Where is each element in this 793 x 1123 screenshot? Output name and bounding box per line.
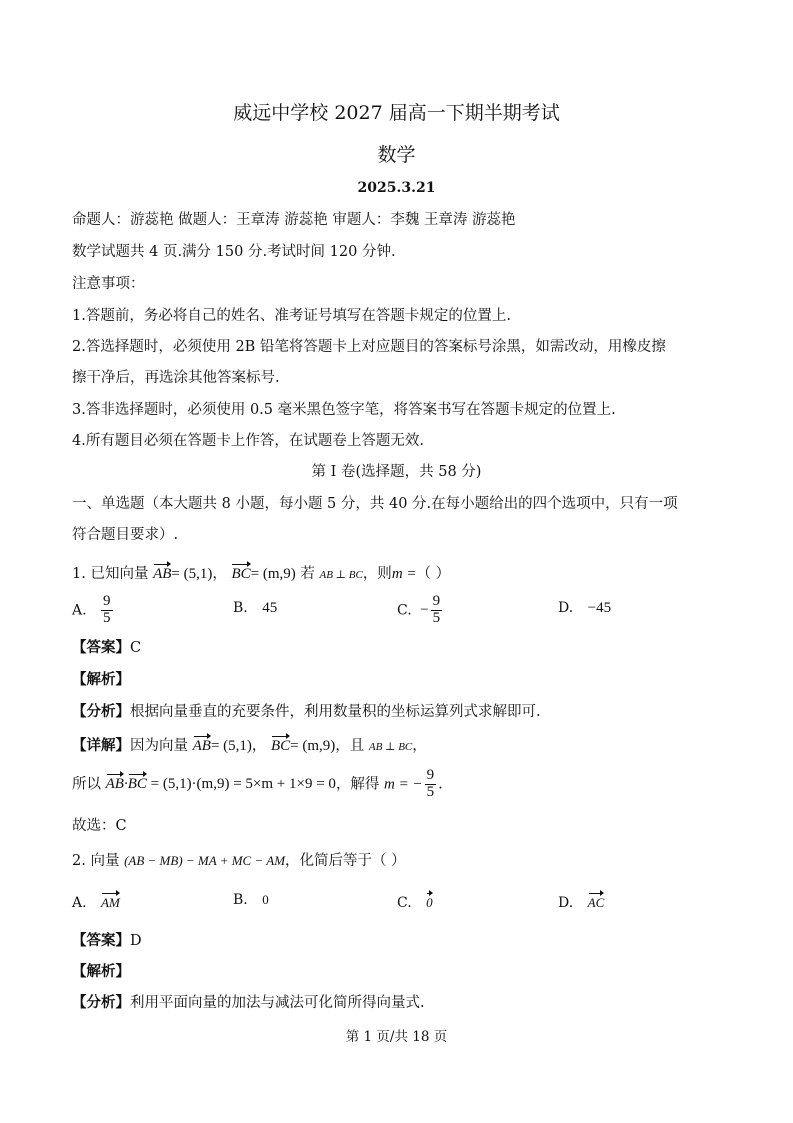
vector-bc: BC (271, 735, 290, 755)
fenxi-text: 根据向量垂直的充要条件，利用数量积的坐标运算列式求解即可. (130, 704, 541, 720)
vector-am: AM (101, 892, 120, 911)
option-label: D. (558, 600, 574, 616)
vector-ab: AB (106, 773, 124, 793)
q2-stem (72, 849, 406, 870)
exam-info: 数学试题共 4 页.满分 150 分.考试时间 120 分钟. (72, 244, 396, 260)
notes-heading: 注意事项： (72, 276, 145, 292)
q1-ab-value: = (5,1) (171, 566, 213, 582)
exam-title: 威远中学校 2027 届高一下期半期考试 (233, 102, 560, 124)
q1-comma: ， (212, 566, 227, 582)
q1-perp-condition: AB ⊥ BC (319, 569, 363, 581)
exam-date: 2025.3.21 (357, 180, 436, 196)
option-label: C. (397, 602, 412, 619)
dot-product-expr: = (5,1)·(m,9) = 5×m + 1×9 = 0 (150, 776, 336, 793)
section-instruction-cont: 符合题目要求）. (72, 527, 179, 543)
q1-option-a (72, 594, 115, 627)
option-label: A. (72, 895, 87, 911)
answer-value: C (130, 640, 142, 656)
note-item-2: 2.答选择题时，必须使用 2B 铅笔将答题卡上对应题目的答案标号涂黑，如需改动，用橡皮擦 (72, 339, 666, 355)
option-label: A. (72, 602, 87, 619)
q2-vector-expression: (AB − MB) − MA + MC − AM (124, 853, 286, 868)
vector-bc: BC (231, 563, 250, 583)
perp-condition: AB ⊥ BC (368, 741, 413, 753)
fraction-numerator: 9 (426, 767, 435, 783)
fraction-denominator: 5 (103, 609, 111, 626)
period: . (438, 776, 443, 793)
fraction-numerator: 9 (432, 593, 441, 609)
page-footer: 第 1 页/共 18 页 (345, 1029, 448, 1045)
q1-then: ，则 (362, 566, 392, 582)
note-item-1: 1.答题前，务必将自己的姓名、准考证号填写在答题卡规定的位置上. (72, 308, 511, 324)
so-text: 所以 (72, 776, 101, 793)
fraction-denominator: 5 (432, 609, 441, 626)
q2-option-d (558, 892, 604, 911)
authors-line: 命题人：游蕊艳 做题人：王章涛 游蕊艳 审题人：李魏 王章涛 游蕊艳 (72, 212, 516, 228)
section-instruction: 一、单选题（本大题共 8 小题，每小题 5 分，共 40 分.在每小题给出的四个选项中，只有一项 (72, 496, 678, 512)
q2-option-a (72, 892, 120, 911)
q2-answer (72, 929, 142, 950)
option-label: C. (397, 895, 412, 911)
fraction-denominator: 5 (426, 783, 435, 800)
vector-ab-value: = (5,1) (210, 738, 252, 754)
q1-if: 若 (300, 566, 315, 582)
q1-fenxi (72, 700, 541, 721)
result-lhs: m = − (384, 776, 423, 793)
answer-tag: 【答案】 (72, 639, 130, 656)
answer-value: D (130, 933, 142, 949)
q1-stem (72, 562, 450, 583)
xiangjie-text: ，且 (335, 738, 365, 754)
vector-bc: BC (128, 773, 147, 793)
q2-suffix: ，化简后等于（ ） (285, 853, 406, 869)
note-item-3: 3.答非选择题时，必须使用 0.5 毫米黑色签字笔，将答案书写在答题卡规定的位置上. (72, 402, 616, 418)
fraction-numerator: 9 (103, 593, 111, 609)
note-item-2-cont: 擦干净后，再选涂其他答案标号. (72, 370, 280, 386)
q1-prefix: 1. 已知向量 (72, 566, 149, 582)
vector-ab: AB (153, 563, 171, 583)
q1-option-c (397, 594, 444, 627)
answer-tag: 【答案】 (72, 932, 130, 949)
section-title: 第 I 卷(选择题，共 58 分) (311, 464, 482, 480)
q1-solution: 所以 AB·BC = (5,1)·(m,9) = 5×m + 1×9 = 0，解得 m = − $\frac{9}{5}$ . (72, 767, 443, 800)
fenxi-tag: 【分析】 (72, 703, 130, 720)
q1-answer (72, 636, 141, 657)
comma: ， (412, 738, 427, 754)
xiangjie-tag: 【详解】 (72, 737, 130, 754)
subject-title: 数学 (377, 144, 416, 166)
q1-bc-value: = (m,9) (250, 566, 296, 582)
q1-m-eq: m = (391, 566, 417, 582)
q1-xiangjie (72, 734, 427, 755)
option-label: B. (233, 600, 248, 616)
q2-fenxi (72, 991, 425, 1012)
fenxi-tag: 【分析】 (72, 994, 130, 1011)
q1-choice: 故选：C (72, 818, 127, 834)
q1-option-b (233, 600, 277, 617)
note-item-4: 4.所有题目必须在答题卡上作答，在试题卷上答题无效. (72, 433, 424, 449)
option-value: 45 (262, 600, 278, 616)
q2-analysis-tag: 【解析】 (72, 963, 130, 980)
q2-prefix: 2. 向量 (72, 853, 120, 869)
comma: ， (251, 738, 267, 754)
option-value: 0 (262, 892, 269, 907)
zero-vector: 0 (426, 892, 433, 911)
q1-blank: （ ） (416, 566, 451, 582)
option-sign: − (420, 602, 429, 619)
option-label: B. (233, 892, 248, 908)
vector-ab: AB (193, 735, 211, 755)
fenxi-text: 利用平面向量的加法与减法可化简所得向量式. (130, 995, 425, 1011)
option-value: −45 (587, 600, 612, 616)
q2-option-c (397, 892, 433, 911)
vector-bc-value: = (m,9) (290, 738, 336, 754)
option-label: D. (558, 895, 574, 911)
solve-text: ，解得 (335, 776, 380, 793)
q1-analysis-tag: 【解析】 (72, 671, 130, 688)
vector-ac: AC (588, 892, 605, 911)
q2-option-b (233, 892, 269, 908)
xiangjie-text: 因为向量 (130, 738, 188, 754)
q1-option-d (558, 600, 611, 617)
